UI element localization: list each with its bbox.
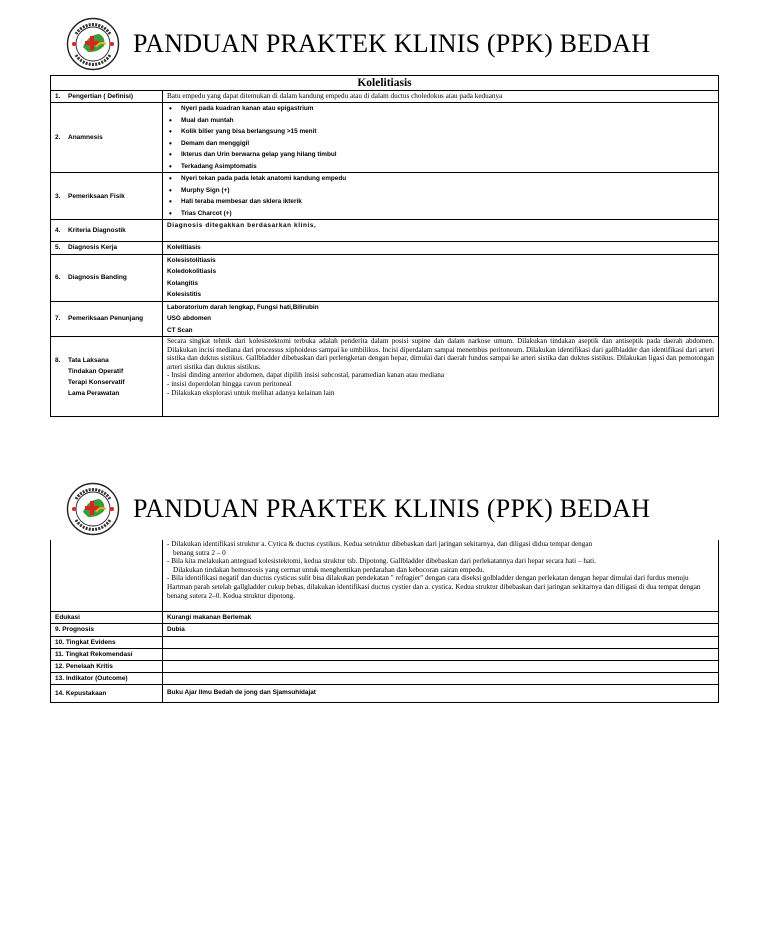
- ppk-table-2: [50, 540, 719, 703]
- value-tata-laksana: [163, 337, 719, 417]
- value-pengertian: Batu empedu yang dapat ditemukan di dalam kandung empedu atau di dalam ductus choledokus atau pada keduanya: [163, 91, 719, 103]
- label-edukasi: Edukasi: [51, 611, 163, 624]
- list-item: • Mual dan muntah: [181, 115, 714, 127]
- diagnosis-title: Kolelitiasis: [51, 76, 719, 91]
- procedure-step: - Dilakukan eksplorasi untuk melihat adanya kelainan lain: [167, 388, 335, 397]
- label-pengertian: 1. Pengertian ( Definisi): [51, 91, 163, 103]
- label-tingkat-evidens: 10. Tingkat Evidens: [51, 636, 163, 648]
- list-item: Laboratorium darah lengkap, Fungsi hati,Bilirubin: [167, 303, 319, 311]
- list-item: • Ikterus dan Urin berwarna gelap yang hilang timbul: [181, 149, 714, 161]
- label-pemeriksaan-fisik: 3. Pemeriksaan Fisik: [51, 173, 163, 220]
- procedure-step: - Insisi dinding anterior abdomen, dapat dipilih insisi subcostal, paramedian kanan atau mediana: [167, 371, 445, 380]
- procedure-paragraph: Secara singkat tehnik dari kolesistektomi terbuka adalah penderita dalam posisi supine dan dalam narkose umum. Dilakukan tindakan aseptik dan antiseptik pada daerah abdomen. Dilakukan incisi mediana dari processus xiphoideus sampai ke umbilikus. Incisi diperdalam sampai menembus peritoneum. Dilakukan identifikasi dari gallbladder dan identifikasi dari arteri sistika dan duktus sistikus. Gallbladder dibebaskan dari perlengketan dengan hepar, dimulai dari daerah fundus sampai ke arteri sistika dan duktus sistikus. Dilakukan ligasi dan pemotongan arteri sistika dan duktus sistikus.: [167, 337, 714, 371]
- label-anamnesis: 2. Anamnesis: [51, 103, 163, 173]
- label-kriteria-diagnostik: 4. Kriteria Diagnostik: [51, 220, 163, 242]
- label-prognosis: 9. Prognosis: [51, 624, 163, 637]
- value-kepustakaan: Buku Ajar Ilmu Bedah de jong dan Sjamsuhidajat: [163, 684, 719, 702]
- value-indikator: [163, 672, 719, 684]
- list-item: • Nyeri pada kuadran kanan atau epigastrium: [181, 103, 714, 115]
- label-kepustakaan: 14. Kepustakaan: [51, 684, 163, 702]
- value-pemeriksaan-fisik: [163, 173, 719, 220]
- list-item: • Trias Charcot (+): [181, 208, 714, 220]
- value-tingkat-evidens: [163, 636, 719, 648]
- hospital-logo-icon: [66, 482, 120, 536]
- procedure-step: Dilakukan tindakan hemostosis yang cermat untuk menghentikan perdarahan dan kebocoran cairan empedu.: [173, 565, 485, 574]
- procedure-step: benang sutra 2 – 0: [173, 548, 226, 557]
- value-pemeriksaan-penunjang: [163, 301, 719, 337]
- page-header-2: [66, 482, 650, 536]
- value-anamnesis: [163, 103, 719, 173]
- label-tata-laksana: 8. Tata Laksana Tindakan Operatif Terapi Konservatif Lama Perawatan: [51, 337, 163, 417]
- label-penelaah-kritis: 12. Penelaah Kritis: [51, 660, 163, 672]
- ppk-table-1: [50, 75, 719, 417]
- page-title: PANDUAN PRAKTEK KLINIS (PPK) BEDAH: [133, 494, 651, 523]
- value-diagnosis-kerja: Kolelitiasis: [163, 242, 719, 255]
- label-diagnosis-kerja: 5. Diagnosis Kerja: [51, 242, 163, 255]
- page-header-1: [66, 17, 650, 71]
- value-tingkat-rekomendasi: [163, 648, 719, 660]
- procedure-step: - Bila identifikasi negatif dan ductus cysticus sulit bisa dilakukan pendekatan " refragier" dengan cara diseksi golbladder dengan perlekatan dengan hepar dimulai dari furdus menuju Hartman parah setelah gallgladder cukup bebas, dilakukan identifikasi ductus cystier dan a. cystica. Kedua struktur dibebaskan dari jaringan sekitarnya dan diligasi di dua tempat dengan benang sutera 2–0. Kedua struktur dipotong.: [167, 574, 701, 600]
- value-edukasi: Kurangi makanan Berlemak: [163, 611, 719, 624]
- page-title: PANDUAN PRAKTEK KLINIS (PPK) BEDAH: [133, 29, 651, 58]
- list-item: • Demam dan menggigil: [181, 138, 714, 150]
- list-item: • Hati teraba membesar dan sklera ikterik: [181, 196, 714, 208]
- value-kriteria-diagnostik: Diagnosis ditegakkan berdasarkan klinis,: [163, 220, 719, 242]
- procedure-step: - insisi doperdolan hingga cavun peritoneal: [167, 379, 292, 388]
- procedure-step: - Bila kita melakukan anteguad kolesistektomi, kedua struktur tsb. Dipotong. Gallbladder dibebaskan dari perlekatannya dari hepar secara hati – hati.: [167, 557, 596, 566]
- list-item: Kolesistitis: [167, 291, 202, 298]
- value-diagnosis-banding: [163, 254, 719, 301]
- value-tata-laksana-continued: [163, 540, 719, 611]
- procedure-step: - Dilakukan identifikasi struktur a. Cytica & ductus cystikus. Kedua setruktur dibebaskan dari jaringan sekitarnya, dan diligasi didua tempat dengan: [167, 540, 593, 548]
- label-pemeriksaan-penunjang: 7. Pemeriksaan Penunjang: [51, 301, 163, 337]
- hospital-logo-icon: [66, 17, 120, 71]
- list-item: Kolesistolitiasis: [167, 256, 216, 264]
- label-indikator: 13. Indikator (Outcome): [51, 672, 163, 684]
- label-tingkat-rekomendasi: 11. Tingkat Rekomendasi: [51, 648, 163, 660]
- value-penelaah-kritis: [163, 660, 719, 672]
- list-item: • Murphy Sign (+): [181, 185, 714, 197]
- list-item: • Kolik bilier yang bisa berlangsung >15 menit: [181, 126, 714, 138]
- list-item: CT Scan: [167, 326, 193, 334]
- value-prognosis: Dubia: [163, 624, 719, 637]
- list-item: Koledokolitiasis: [167, 268, 217, 275]
- list-item: Kolangitis: [167, 279, 198, 287]
- label-diagnosis-banding: 6. Diagnosis Banding: [51, 254, 163, 301]
- list-item: • Nyeri tekan pada pada letak anatomi kandung empedu: [181, 173, 714, 185]
- list-item: USG abdomen: [167, 315, 212, 322]
- list-item: • Terkadang Asimptomatis: [181, 161, 714, 173]
